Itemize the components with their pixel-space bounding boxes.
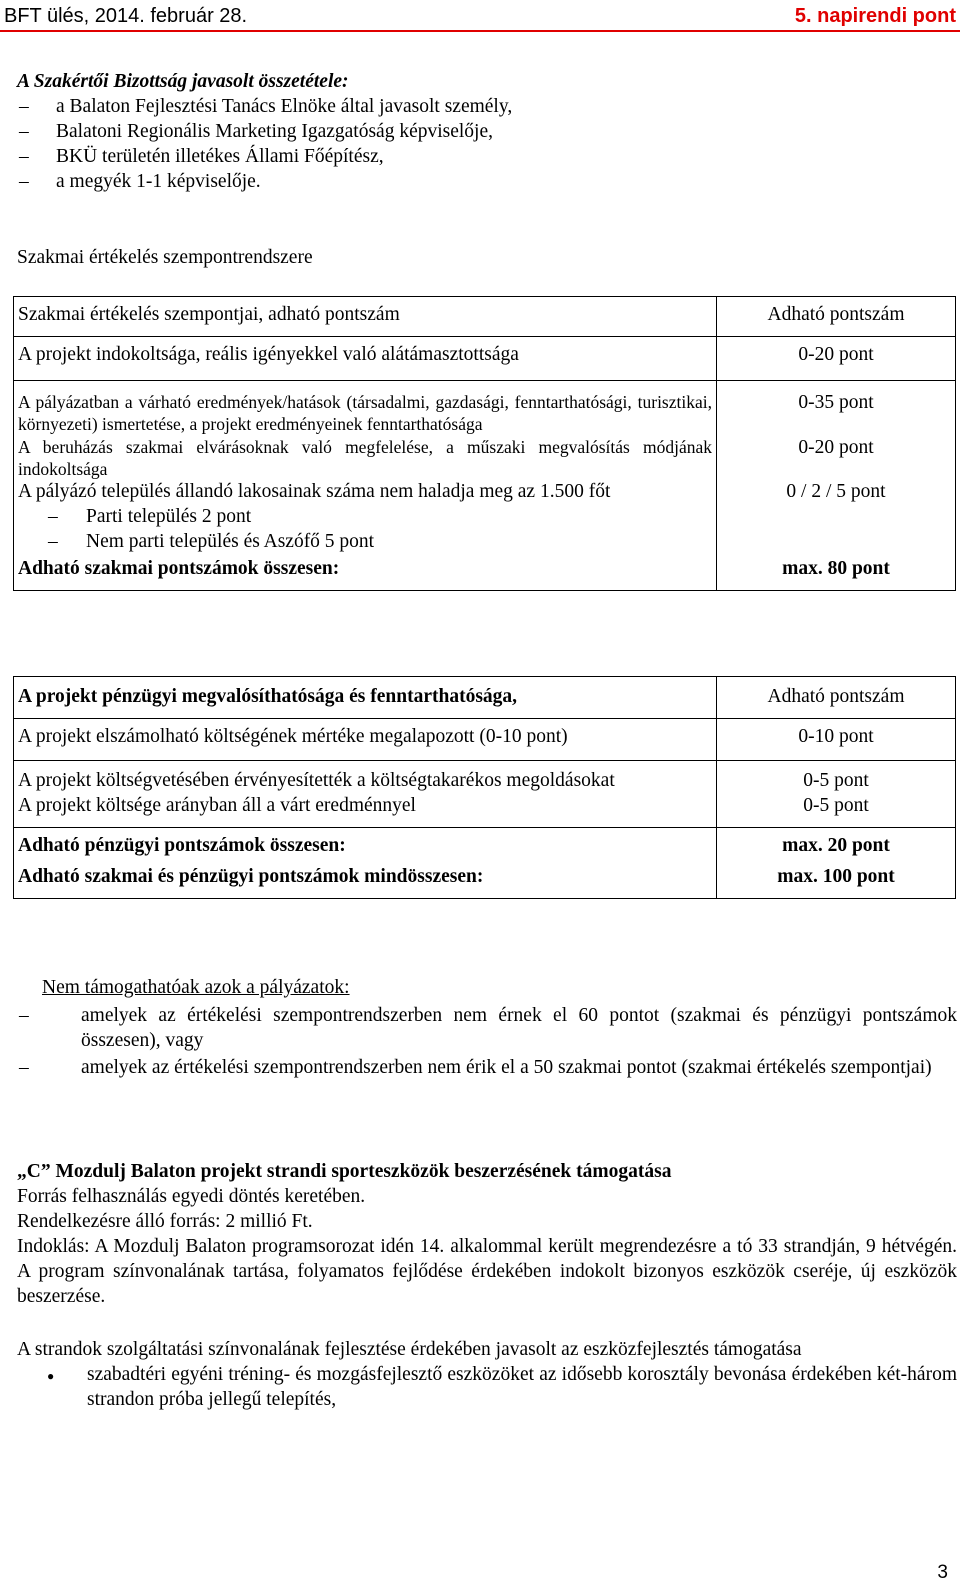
not-supported-list <box>17 1004 957 1081</box>
committee-section <box>17 70 957 195</box>
list-item: – a megyék 1-1 képviselője. <box>17 170 957 195</box>
table-row <box>14 794 956 827</box>
page-number: 3 <box>937 1561 948 1583</box>
total-points: max. 20 pont <box>717 827 956 858</box>
criteria-points: 0-5 pont <box>717 760 956 793</box>
table-header-criteria: Szakmai értékelés szempontjai, adható pontszám <box>14 297 717 337</box>
table-total-row <box>14 555 956 590</box>
table-grand-total-row <box>14 859 956 898</box>
criteria-points: 0-35 pont <box>717 380 956 435</box>
total-label: Adható szakmai pontszámok összesen: <box>14 555 717 590</box>
criteria-text: A projekt elszámolható költségének mértéke megalapozott (0-10 pont) <box>14 718 717 760</box>
sub-item: – Parti település 2 pont <box>18 505 712 530</box>
section-c-justification: Indoklás: A Mozdulj Balaton programsorozat idén 14. alkalommal került megrendezésre a tó 33 strandján, 9 hétvégén. A program színvonalának tartása, folyamatos fejlődése érdekében indokolt bizonyos eszközök cseréje, új eszközök beszerzése. <box>17 1235 957 1307</box>
professional-criteria-table <box>13 296 956 591</box>
criteria-text: A projekt költsége arányban áll a várt eredménnyel <box>14 794 717 827</box>
table-header-row <box>14 677 956 719</box>
committee-title: A Szakértői Bizottság javasolt összetétele: <box>17 71 349 92</box>
criteria-points: 0-20 pont <box>717 336 956 380</box>
criteria-text: A beruházás szakmai elvárásoknak való megfelelése, a műszaki megvalósítás módjának indokoltsága <box>14 436 717 481</box>
list-item: – amelyek az értékelési szempontrendszerben nem érik el a 50 szakmai pontot (szakmai értékelés szempontjai) <box>17 1056 957 1081</box>
document-header-left: BFT ülés, 2014. február 28. <box>4 5 248 27</box>
table-header-criteria: A projekt pénzügyi megvalósíthatósága és fenntarthatósága, <box>14 677 717 719</box>
not-supported-section <box>17 976 957 1081</box>
section-c <box>17 1160 957 1413</box>
sub-item: – Nem parti település és Aszófő 5 pont <box>18 530 712 555</box>
criteria-text: A pályázatban a várható eredmények/hatások (társadalmi, gazdasági, fenntarthatósági, turisztikai, környezeti) ismertetése, a projekt eredményeinek fenntarthatósága <box>14 380 717 435</box>
table-header-row <box>14 297 956 337</box>
criteria-points: 0-20 pont <box>717 436 956 481</box>
section-c-line: Forrás felhasználás egyedi döntés keretében. <box>17 1185 366 1207</box>
table-header-points: Adható pontszám <box>717 297 956 337</box>
agenda-item-label: 5. napirendi pont <box>794 5 956 27</box>
list-item: – a Balaton Fejlesztési Tanács Elnöke által javasolt személy, <box>17 95 957 120</box>
criteria-text: A pályázó település állandó lakosainak száma nem haladja meg az 1.500 főt <box>18 481 611 503</box>
table-row <box>14 380 956 435</box>
list-item: – Balatoni Regionális Marketing Igazgatóság képviselője, <box>17 120 957 145</box>
committee-list <box>17 95 957 195</box>
table-row <box>14 760 956 793</box>
total-label: Adható pénzügyi pontszámok összesen: <box>14 827 717 858</box>
grand-total-points: max. 100 pont <box>717 859 956 898</box>
grand-total-label: Adható szakmai és pénzügyi pontszámok mindösszesen: <box>14 859 717 898</box>
financial-criteria-table <box>13 676 956 899</box>
header-divider <box>0 30 960 32</box>
criteria-points: 0 / 2 / 5 pont <box>717 480 956 555</box>
section-c-bullets <box>17 1363 957 1413</box>
criteria-points: 0-5 pont <box>717 794 956 827</box>
table-row <box>14 336 956 380</box>
section-c-proposal: A strandok szolgáltatási színvonalának fejlesztése érdekében javasolt az eszközfejlesztés támogatása <box>17 1338 802 1360</box>
section-c-title: „C” Mozdulj Balaton projekt strandi sporteszközök beszerzésének támogatása <box>17 1161 672 1182</box>
list-item: – amelyek az értékelési szempontrendszerben nem érnek el 60 pontot (szakmai és pénzügyi pontszámok összesen), vagy <box>17 1004 957 1054</box>
not-supported-title: Nem támogathatóak azok a pályázatok: <box>42 977 350 998</box>
list-item: – BKÜ területén illetékes Állami Főépítész, <box>17 145 957 170</box>
criteria-points: 0-10 pont <box>717 718 956 760</box>
table-row <box>14 718 956 760</box>
section-c-line: Rendelkezésre álló forrás: 2 millió Ft. <box>17 1210 313 1232</box>
table-header-points: Adható pontszám <box>717 677 956 719</box>
list-item: ● szabadtéri egyéni tréning- és mozgásfejlesztő eszközöket az idősebb korosztály bevonása érdekében két-három strandon próba jellegű telepítés, <box>17 1363 957 1413</box>
table-row <box>14 480 956 555</box>
criteria-title: Szakmai értékelés szempontrendszere <box>17 247 313 268</box>
table-row <box>14 436 956 481</box>
table-total-row <box>14 827 956 858</box>
criteria-text: A projekt költségvetésében érvényesítették a költségtakarékos megoldásokat <box>14 760 717 793</box>
total-points: max. 80 pont <box>717 555 956 590</box>
criteria-cell <box>14 480 717 555</box>
criteria-text: A projekt indokoltsága, reális igényekkel való alátámasztottsága <box>14 336 717 380</box>
